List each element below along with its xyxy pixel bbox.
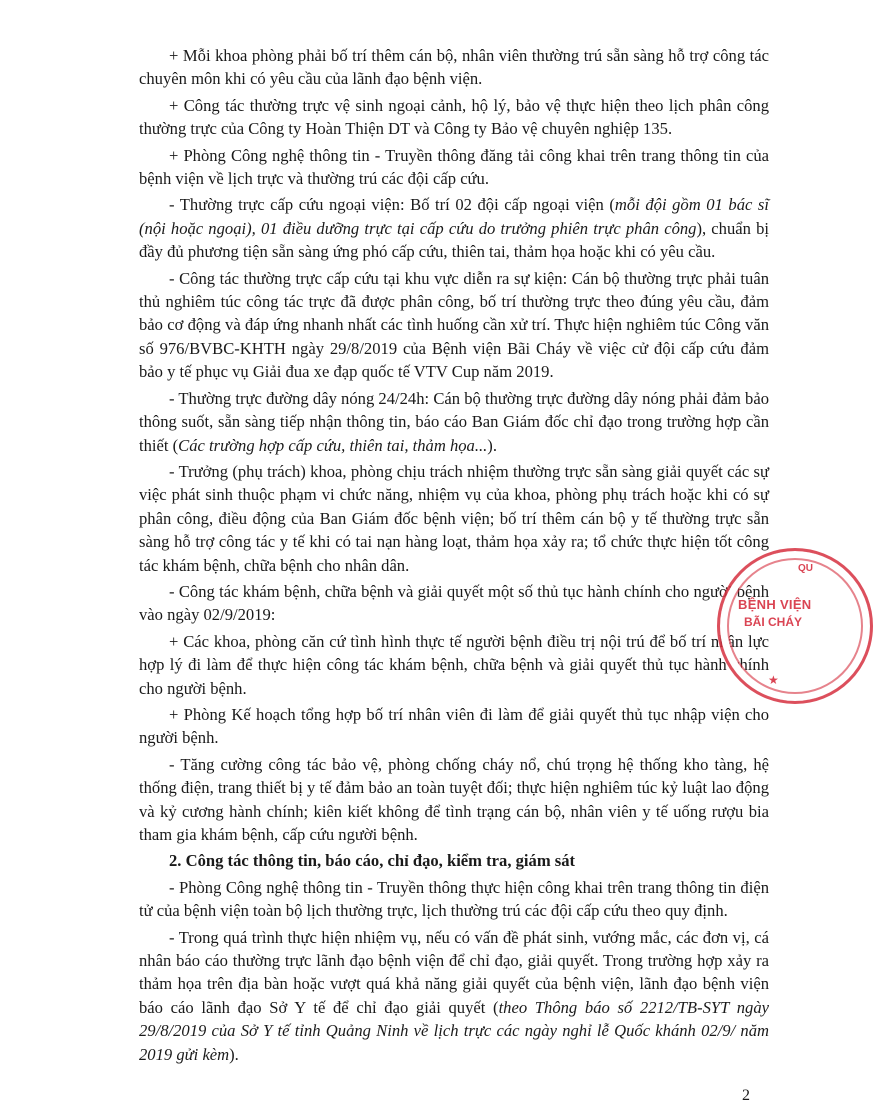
text-run: ). xyxy=(487,435,497,455)
stamp-line2: BÃI CHÁY xyxy=(744,615,803,629)
section-heading xyxy=(139,849,769,872)
paragraph xyxy=(139,926,769,1066)
page-number: 2 xyxy=(742,1087,750,1104)
document-body xyxy=(139,44,769,1069)
paragraph xyxy=(139,753,769,847)
text-run: + Công tác thường trực vệ sinh ngoại cảnh, hộ lý, bảo vệ thực hiện theo lịch phân công thường trực của Công ty Hoàn Thiện DT và Công ty Bảo vệ chuyên nghiệp 135. xyxy=(139,95,769,139)
stamp-top-text: QU xyxy=(798,563,813,574)
text-run: + Phòng Kế hoạch tổng hợp bố trí nhân viên đi làm để giải quyết thủ tục nhập viện cho người bệnh. xyxy=(139,704,769,748)
text-run: ). xyxy=(229,1044,239,1064)
paragraph xyxy=(139,193,769,263)
text-run: 2. Công tác thông tin, báo cáo, chỉ đạo, kiểm tra, giám sát xyxy=(169,851,576,871)
text-run: - Công tác khám bệnh, chữa bệnh và giải quyết một số thủ tục hành chính cho người bệnh vào ngày 02/9/2019: xyxy=(139,581,769,625)
text-run: ), chuẩn bị đầy đủ phương tiện sẵn sàng ứng phó cấp cứu, thiên tai, thảm họa hoặc khi có yêu cầu. xyxy=(139,218,769,262)
paragraph xyxy=(139,144,769,191)
stamp-star-icon: ★ xyxy=(768,673,779,687)
paragraph xyxy=(139,580,769,627)
text-run: - Công tác thường trực cấp cứu tại khu vực diễn ra sự kiện: Cán bộ thường trực phải tuân thủ nghiêm túc công tác trực đã được phân công, bố trí thường trực theo đúng yêu cầu, đảm bảo cơ động và đáp ứng nhanh nhất các tình huống cần xử trí. Thực hiện nghiêm túc Công văn số 976/BVBC-KHTH ngày 29/8/2019 của Bệnh viện Bãi Cháy về việc cử đội cấp cứu đảm bảo y tế phục vụ Giải đua xe đạp quốc tế VTV Cup năm 2019. xyxy=(139,268,769,382)
paragraph xyxy=(139,267,769,384)
text-run: + Mỗi khoa phòng phải bố trí thêm cán bộ, nhân viên thường trú sẵn sàng hỗ trợ công tác chuyên môn khi có yêu cầu của lãnh đạo bệnh viện. xyxy=(139,46,769,89)
paragraph xyxy=(139,630,769,700)
hospital-stamp xyxy=(717,548,873,704)
paragraph xyxy=(139,703,769,750)
paragraph xyxy=(139,460,769,577)
text-run: + Các khoa, phòng căn cứ tình hình thực tế người bệnh điều trị nội trú để bố trí nhân lực hợp lý đi làm để thực hiện công tác khám bệnh, chữa bệnh và giải quyết thủ tục hành chính cho người bệnh. xyxy=(139,631,769,698)
text-run: - Phòng Công nghệ thông tin - Truyền thông thực hiện công khai trên trang thông tin điện tử của bệnh viện toàn bộ lịch thường trực, lịch thường trú các đội cấp cứu theo quy định. xyxy=(139,877,769,921)
paragraph xyxy=(139,876,769,923)
paragraph xyxy=(139,44,769,91)
paragraph xyxy=(139,387,769,457)
italic-text: Các trường hợp cấp cứu, thiên tai, thảm họa... xyxy=(178,435,488,455)
italic-text: mỗi đội gồm 01 bác sĩ (nội hoặc ngoại), 01 điều dưỡng trực tại cấp cứu do trưởng phiên trực phân công xyxy=(139,195,769,238)
stamp-line1: BỆNH VIỆN xyxy=(738,597,812,612)
text-run: - Trong quá trình thực hiện nhiệm vụ, nếu có vấn đề phát sinh, vướng mắc, các đơn vị, cá nhân báo cáo thường trực lãnh đạo bệnh viện để chỉ đạo, giải quyết. Trong trường hợp xảy ra thảm họa trên địa bàn hoặc vượt quá khả năng giải quyết của bệnh viện, lãnh đạo bệnh viện báo cáo lãnh đạo Sở Y tế để chỉ đạo giải quyết ( xyxy=(139,927,769,1017)
italic-text: theo Thông báo số 2212/TB-SYT ngày 29/8/2019 của Sở Y tế tỉnh Quảng Ninh về lịch trực các ngày nghỉ lễ Quốc khánh 02/9/ năm 2019 gửi kèm xyxy=(139,997,769,1064)
text-run: - Thường trực cấp cứu ngoại viện: Bố trí 02 đội cấp ngoại viện ( xyxy=(169,195,615,215)
paragraph xyxy=(139,94,769,141)
text-run: + Phòng Công nghệ thông tin - Truyền thông đăng tải công khai trên trang thông tin của bệnh viện về lịch trực và thường trú các đội cấp cứu. xyxy=(139,145,769,189)
text-run: - Tăng cường công tác bảo vệ, phòng chống cháy nổ, chú trọng hệ thống kho tàng, hệ thống điện, trang thiết bị y tế đảm bảo an toàn tuyệt đối; thực hiện nghiêm túc kỷ luật lao động và kỷ cương hành chính; kiên kiết không để tình trạng cán bộ, nhân viên y tế uống rượu bia tham gia khám bệnh, cấp cứu người bệnh. xyxy=(139,754,769,844)
text-run: - Trưởng (phụ trách) khoa, phòng chịu trách nhiệm thường trực sẵn sàng giải quyết các sự việc phát sinh thuộc phạm vi chức năng, nhiệm vụ của khoa, phòng phụ trách hoặc khi có sự phân công, điều động của Ban Giám đốc bệnh viện; bố trí thêm cán bộ y tế thường trực sẵn sàng hỗ trợ công tác y tế khi có tai nạn hàng loạt, thảm họa xảy ra; tổ chức thực hiện tốt công tác khám bệnh, chữa bệnh cho nhân dân. xyxy=(139,461,769,575)
text-run: - Thường trực đường dây nóng 24/24h: Cán bộ thường trực đường dây nóng phải đảm bảo thông suốt, sẵn sàng tiếp nhận thông tin, báo cáo Ban Giám đốc chỉ đạo trong trường hợp cần thiết ( xyxy=(139,388,769,455)
